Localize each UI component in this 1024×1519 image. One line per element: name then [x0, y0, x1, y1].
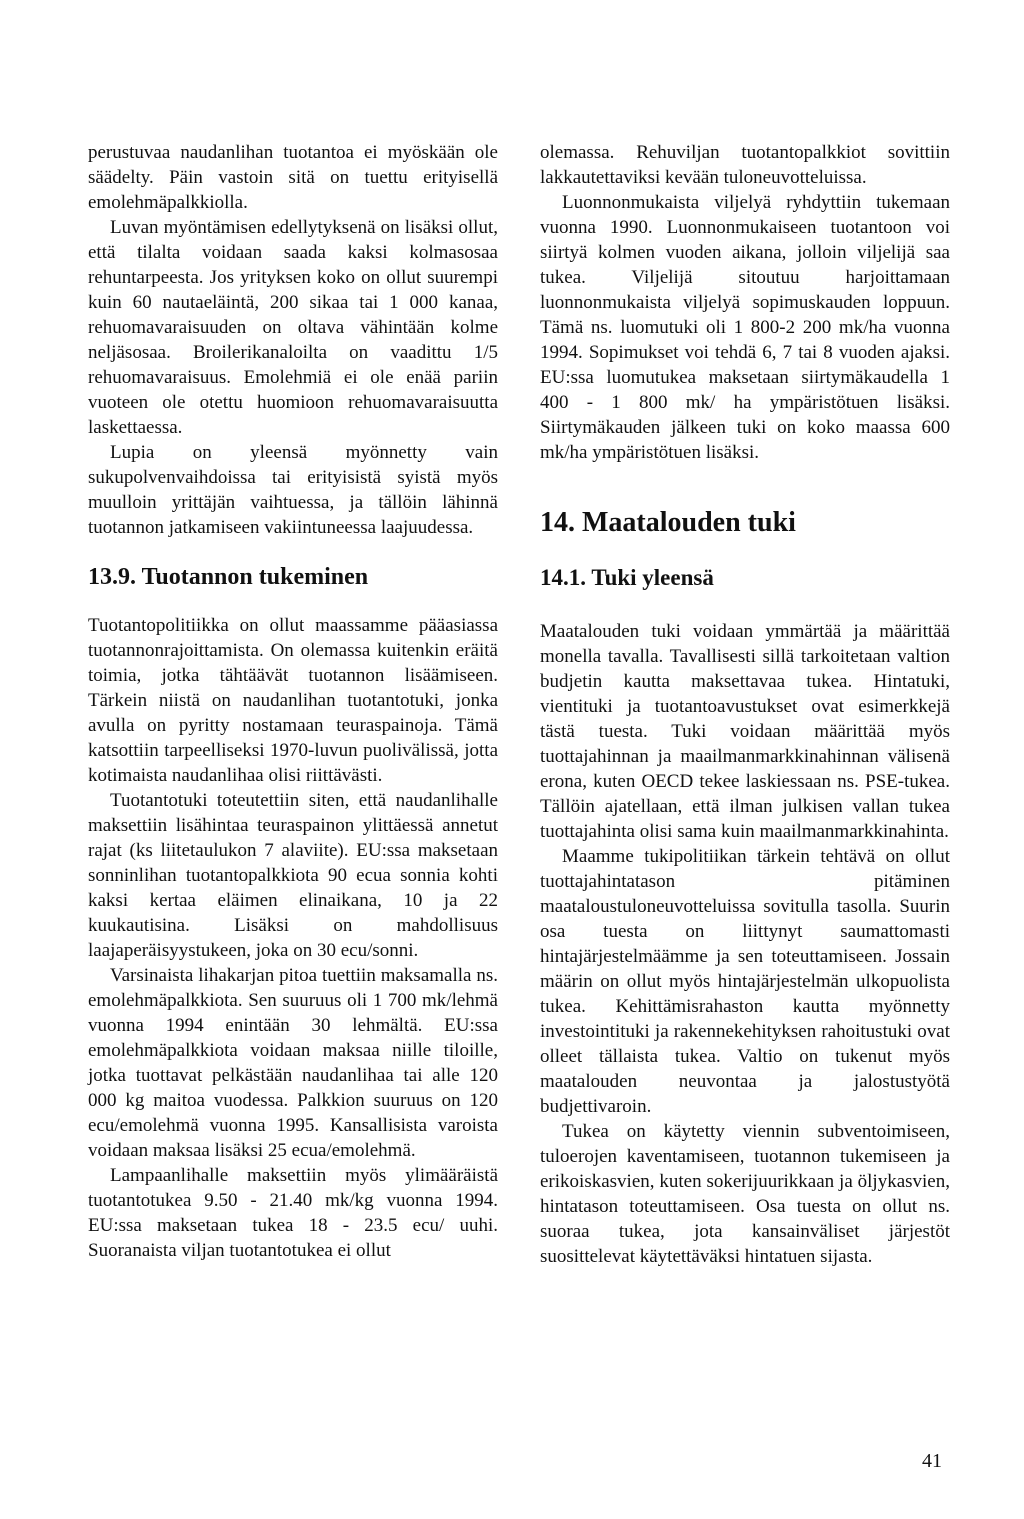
paragraph: Lampaanlihalle maksettiin myös ylimääräistä tuotantotukea 9.50 - 21.40 mk/kg vuonna 1994. EU:ssa maksetaan tukea 18 - 23.5 ecu/ uuhi. Suoranaista viljan tuotantotukea ei ollut: [88, 1165, 498, 1261]
page-number: 41: [922, 1450, 942, 1472]
section-heading-14-1: 14.1. Tuki yleensä: [540, 565, 714, 590]
right-column: [540, 140, 950, 1269]
section-heading-13-9: 13.9. Tuotannon tukeminen: [88, 564, 369, 590]
paragraph: Luonnonmukaista viljelyä ryhdyttiin tukemaan vuonna 1990. Luonnonmukaiseen tuotantoon voi siirtyä kolmen vuoden aikana, jolloin viljelijä saa tukea. Viljelijä sitoutuu harjoittamaan luonnonmukaista viljelyä sopimuskauden loppuun. Tämä ns. luomutuki oli 1 800-2 200 mk/ha vuonna 1994. Sopimukset voi tehdä 6, 7 tai 8 vuoden ajaksi. EU:ssa luomutukea maksetaan siirtymäkaudella 1 400 - 1 800 mk/ ha ympäristötuen lisäksi. Siirtymäkauden jälkeen tuki on koko maassa 600 mk/ha ympäristötuen lisäksi.: [540, 192, 950, 463]
paragraph: Tukea on käytetty viennin subventoimiseen, tuloerojen kaventamiseen, tuotannon tukemiseen ja erikoiskasvien, kuten sokerijuurikkaan ja öljykasvien, hintatason toteuttamiseen. Osa tuesta on ollut ns. suoraa tukea, jota kansainväliset järjestöt suosittelevat käytettäväksi hintatuen sijasta.: [540, 1121, 950, 1267]
paragraph: Tuotantotuki toteutettiin siten, että naudanlihalle maksettiin lisähintaa teuraspainon ylittäessä annetut rajat (ks liitetaulukon 7 alaviite). EU:ssa maksetaan sonninlihan tuotantopalkkiota 90 ecua sonnia kohti kaksi kertaa eläimen elinaikana, 10 ja 22 kuukautisina. Lisäksi on mahdollisuus laajaperäisyystukeen, joka on 30 ecu/sonni.: [88, 790, 498, 961]
left-column: [88, 140, 498, 1263]
paragraph: Lupia on yleensä myönnetty vain sukupolvenvaihdoissa tai erityisistä syistä myös muulloin yrittäjän vaihtuessa, ja tällöin lähinnä tuotannon jatkamiseen vakiintuneessa laajuudessa.: [88, 442, 498, 538]
paragraph: olemassa. Rehuviljan tuotantopalkkiot sovittiin lakkautettaviksi kevään tuloneuvotteluissa.: [540, 142, 950, 188]
paragraph: Maamme tukipolitiikan tärkein tehtävä on ollut tuottajahintatason pitäminen maataloustuloneuvotteluissa sovitulla tasolla. Suurin osa tuesta on liittynyt saumattomasti hintajärjestelmäämme ja sen toteuttamiseen. Jossain määrin on ollut myös hintajärjestelmän ulkopuolista tukea. Kehittämisrahaston kautta myönnetty investointituki ja rakennekehityksen rahoitustuki ovat olleet tällaista tukea. Valtio on tukenut myös maatalouden neuvontaa ja jalostustyötä budjettivaroin.: [540, 846, 950, 1117]
paragraph: perustuvaa naudanlihan tuotantoa ei myöskään ole säädelty. Päin vastoin sitä on tuettu erityisellä emolehmäpalkkiolla.: [88, 142, 498, 213]
paragraph: Luvan myöntämisen edellytyksenä on lisäksi ollut, että tilalta voidaan saada kaksi kolmasosaa rehuntarpeesta. Jos yrityksen koko on ollut suurempi kuin 60 nautaeläintä, 200 sikaa tai 1 000 kanaa, rehuomavaraisuuden on oltava vähintään kolme neljäsosaa. Broilerikanaloilta on vaadittu 1/5 rehuomavaraisuus. Emolehmiä ei ole enää pariin vuoteen ole otettu huomioon rehuomavaraisuutta laskettaessa.: [88, 217, 498, 438]
paragraph: Maatalouden tuki voidaan ymmärtää ja määrittää monella tavalla. Tavallisesti sillä tarkoitetaan valtion budjetin kautta maksettavaa tukea. Hintatuki, vientituki ja tuotantoavustukset ovat esimerkkejä tästä tuesta. Tuki voidaan määrittää myös tuottajahinnan ja maailmanmarkkinahinnan välisenä erona, kuten OECD tekee laskiessaan ns. PSE-tukea. Tällöin ajatellaan, että ilman julkisen vallan tukea tuottajahinta olisi sama kuin maailmanmarkkinahinta.: [540, 621, 950, 842]
paragraph: Varsinaista lihakarjan pitoa tuettiin maksamalla ns. emolehmäpalkkiota. Sen suuruus oli 1 700 mk/lehmä vuonna 1994 enintään 30 lehmältä. EU:ssa emolehmäpalkkiota voidaan maksaa niille tiloille, jotka tuottavat pelkästään naudanlihaa tai alle 120 000 kg maitoa vuodessa. Palkkion suuruus on 120 ecu/emolehmä vuonna 1995. Kansallisista varoista voidaan maksaa lisäksi 25 ecua/emolehmä.: [88, 965, 498, 1161]
paragraph: Tuotantopolitiikka on ollut maassamme pääasiassa tuotannonrajoittamista. On olemassa kuitenkin eräitä toimia, jotka tähtäävät tuotannon lisäämiseen. Tärkein niistä on naudanlihan tuotantotuki, jonka avulla on pyritty nostamaan teuraspainoja. Tämä katsottiin tarpeelliseksi 1970-luvun puolivälissä, jotta kotimaista naudanlihaa olisi riittävästi.: [88, 615, 498, 786]
chapter-heading-14: 14. Maatalouden tuki: [540, 507, 796, 538]
